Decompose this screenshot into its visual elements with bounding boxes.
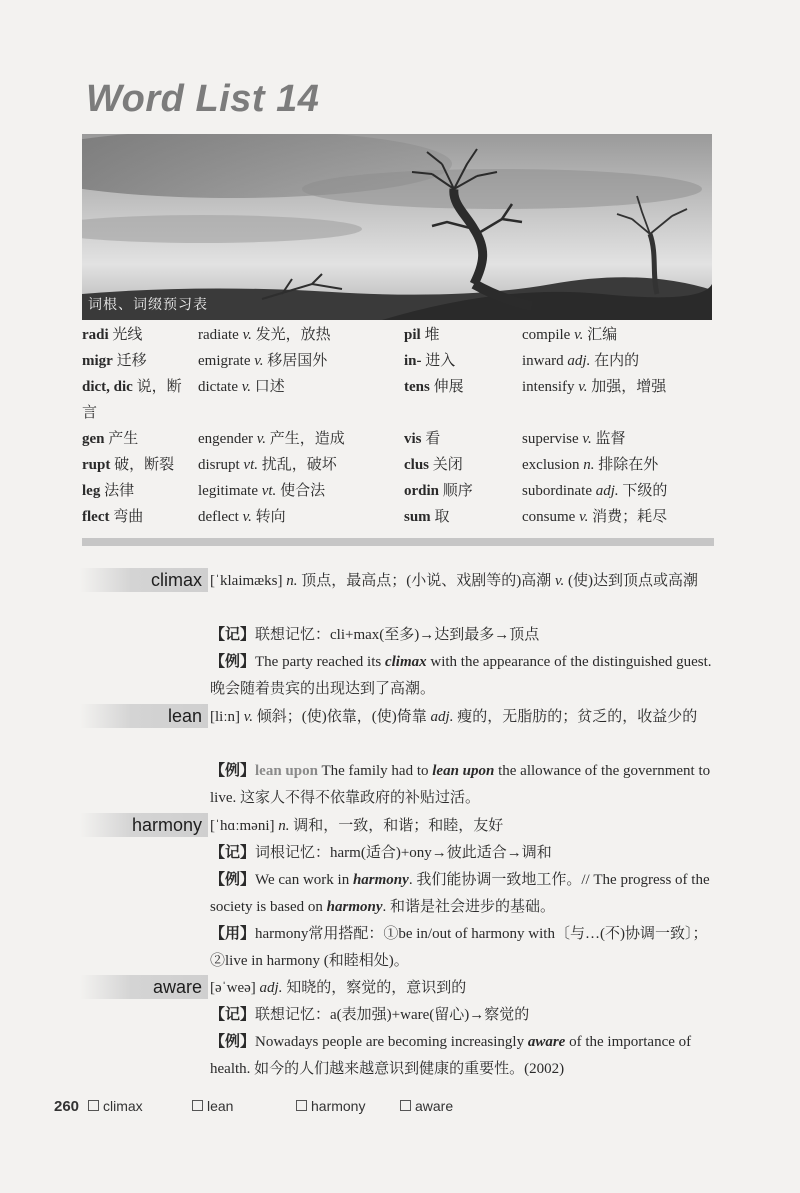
- root-meaning: 迁移: [116, 353, 147, 369]
- root-cell: [82, 374, 190, 426]
- part-of-speech: v.: [582, 431, 592, 447]
- headword-harmony: harmony: [80, 813, 208, 837]
- example-word: inward: [522, 353, 564, 369]
- example-definition: 转向: [255, 509, 286, 525]
- example-word-cell: [198, 504, 398, 530]
- part-of-speech: adj.: [595, 483, 619, 499]
- root-meaning: 法律: [104, 483, 135, 499]
- root-cell: [82, 504, 190, 530]
- root-meaning: 看: [425, 431, 441, 447]
- root-row: [82, 374, 712, 426]
- root-row: [82, 426, 712, 452]
- example-word: deflect: [198, 509, 239, 525]
- checkbox-icon[interactable]: [192, 1100, 203, 1111]
- checkbox-icon[interactable]: [88, 1100, 99, 1111]
- example-definition: 移居国外: [267, 353, 328, 369]
- example-definition: 排除在外: [598, 457, 659, 473]
- example-word-cell: [522, 504, 712, 530]
- headword-aware: aware: [80, 975, 208, 999]
- root-cell: [404, 504, 514, 530]
- root-meaning: 弯曲: [113, 509, 144, 525]
- example-definition: 在内的: [594, 353, 640, 369]
- section-divider: [82, 538, 714, 546]
- footer-checkbox-climax[interactable]: climax: [88, 1098, 143, 1114]
- example-word: exclusion: [522, 457, 580, 473]
- example-word: compile: [522, 327, 571, 343]
- root-term: gen: [82, 431, 105, 447]
- root-cell: [404, 322, 514, 348]
- example-word-cell: [522, 478, 712, 504]
- root-cell: [404, 374, 514, 400]
- root-meaning: 取: [434, 509, 450, 525]
- entry-aware-memory: 【记】联想记忆：a(表加强)+ware(留心)→察觉的: [210, 1007, 530, 1023]
- root-meaning: 伸展: [433, 379, 464, 395]
- footer-checkbox-aware[interactable]: aware: [400, 1098, 453, 1114]
- example-word-cell: [522, 348, 712, 374]
- entry-harmony-example: 【例】We can work in harmony. 我们能协调一致地工作。// The progress of the society is based on harmony. 和谐是社会进步的基础。: [210, 872, 710, 915]
- example-word: subordinate: [522, 483, 592, 499]
- root-cell: [82, 348, 190, 374]
- example-word-cell: [198, 426, 398, 452]
- example-definition: 汇编: [587, 327, 618, 343]
- root-cell: [404, 452, 514, 478]
- example-definition: 监督: [595, 431, 626, 447]
- example-word: emigrate: [198, 353, 251, 369]
- root-row: [82, 322, 712, 348]
- root-row: [82, 348, 712, 374]
- checkbox-icon[interactable]: [296, 1100, 307, 1111]
- example-word: consume: [522, 509, 576, 525]
- root-term: radi: [82, 327, 109, 343]
- root-term: dict, dic: [82, 379, 133, 395]
- entry-climax-example: 【例】The party reached its climax with the appearance of the distinguished guest. 晚会随着贵宾的出现达到了高潮。: [210, 654, 712, 697]
- root-term: flect: [82, 509, 110, 525]
- part-of-speech: v.: [254, 353, 264, 369]
- root-cell: [82, 478, 190, 504]
- example-word-cell: [522, 374, 712, 400]
- part-of-speech: vt.: [243, 457, 258, 473]
- root-cell: [404, 348, 514, 374]
- root-term: leg: [82, 483, 101, 499]
- example-definition: 加强，增强: [591, 379, 667, 395]
- part-of-speech: adj.: [567, 353, 591, 369]
- part-of-speech: v.: [242, 509, 252, 525]
- landscape-photo: [82, 134, 712, 320]
- root-meaning: 光线: [112, 327, 143, 343]
- example-definition: 消费；耗尽: [592, 509, 668, 525]
- root-meaning: 顺序: [442, 483, 473, 499]
- root-cell: [82, 322, 190, 348]
- headword-lean: lean: [80, 704, 208, 728]
- page-number: 260: [54, 1098, 80, 1115]
- root-term: tens: [404, 379, 430, 395]
- root-row: [82, 478, 712, 504]
- example-word: radiate: [198, 327, 239, 343]
- part-of-speech: v.: [578, 379, 588, 395]
- example-word: dictate: [198, 379, 238, 395]
- root-term: clus: [404, 457, 430, 473]
- entry-climax-definition: [ˈklaimæks] n. 顶点，最高点；(小说、戏剧等的)高潮 v. (使)达到顶点或高潮: [210, 573, 699, 589]
- entry-lean-example: 【例】lean upon The family had to lean upon the allowance of the government to live. 这家人不得不依靠政府的补贴过活。: [210, 763, 711, 806]
- root-term: migr: [82, 353, 113, 369]
- root-cell: [82, 426, 190, 452]
- part-of-speech: n.: [583, 457, 595, 473]
- root-cell: [82, 452, 190, 478]
- example-word-cell: [198, 478, 398, 504]
- part-of-speech: vt.: [261, 483, 277, 499]
- example-word: supervise: [522, 431, 579, 447]
- example-definition: 产生，造成: [269, 431, 345, 447]
- example-word: engender: [198, 431, 253, 447]
- root-cell: [404, 426, 514, 452]
- root-meaning: 破，断裂: [114, 457, 175, 473]
- root-meaning: 进入: [425, 353, 456, 369]
- example-word-cell: [198, 348, 398, 374]
- example-word-cell: [522, 322, 712, 348]
- root-row: [82, 452, 712, 478]
- example-definition: 扰乱，破坏: [261, 457, 337, 473]
- entry-harmony-memory: 【记】词根记忆：harm(适合)+ony→彼此适合→调和: [210, 845, 552, 861]
- example-word: disrupt: [198, 457, 240, 473]
- example-word-cell: [198, 452, 398, 478]
- example-word-cell: [522, 426, 712, 452]
- banner-image: [82, 134, 712, 320]
- example-word: intensify: [522, 379, 575, 395]
- entry-harmony-usage: 【用】harmony常用搭配：①be in/out of harmony with〔与…(不)协调一致〕；②live in harmony (和睦相处)。: [210, 926, 708, 969]
- root-term: in-: [404, 353, 422, 369]
- root-meaning: 说，断言: [82, 379, 182, 421]
- example-word-cell: [198, 374, 398, 400]
- example-word: legitimate: [198, 483, 258, 499]
- page-footer: [54, 1098, 454, 1115]
- entry-climax-memory: 【记】联想记忆：cli+max(至多)→达到最多→顶点: [210, 627, 540, 643]
- part-of-speech: v.: [242, 327, 252, 343]
- part-of-speech: v.: [579, 509, 589, 525]
- entry-harmony-definition: [ˈhɑːməni] n. 调和，一致，和谐；和睦，友好: [210, 818, 504, 834]
- root-row: [82, 504, 712, 530]
- root-term: pil: [404, 327, 421, 343]
- root-term: vis: [404, 431, 422, 447]
- headword-climax: climax: [80, 568, 208, 592]
- entry-aware-example: 【例】Nowadays people are becoming increasingly aware of the importance of health. 如今的人们越来越意识到健康的重要性。(2002): [210, 1034, 692, 1077]
- footer-checkbox-lean[interactable]: lean: [192, 1098, 233, 1114]
- footer-checkbox-harmony[interactable]: harmony: [296, 1098, 365, 1114]
- root-meaning: 堆: [424, 327, 440, 343]
- root-meaning: 产生: [108, 431, 139, 447]
- banner-label: 词根、词缀预习表: [88, 297, 208, 313]
- example-definition: 发光，放热: [255, 327, 331, 343]
- example-definition: 使合法: [280, 483, 326, 499]
- root-meaning: 关闭: [432, 457, 463, 473]
- root-term: sum: [404, 509, 431, 525]
- entry-aware-definition: [əˈweə] adj. 知晓的，察觉的，意识到的: [210, 980, 467, 996]
- example-word-cell: [522, 452, 712, 478]
- part-of-speech: v.: [574, 327, 584, 343]
- part-of-speech: v.: [241, 379, 252, 395]
- root-cell: [404, 478, 514, 504]
- part-of-speech: v.: [256, 431, 267, 447]
- example-word-cell: [198, 322, 398, 348]
- root-preview-table: [82, 322, 712, 530]
- example-definition: 下级的: [622, 483, 668, 499]
- example-definition: 口述: [254, 379, 285, 395]
- checkbox-icon[interactable]: [400, 1100, 411, 1111]
- root-term: ordin: [404, 483, 440, 499]
- entry-lean-definition: [liːn] v. 倾斜；(使)依靠，(使)倚靠 adj. 瘦的，无脂肪的；贫乏的，收益少的: [210, 709, 698, 725]
- root-term: rupt: [82, 457, 111, 473]
- page-title: Word List 14: [86, 78, 320, 120]
